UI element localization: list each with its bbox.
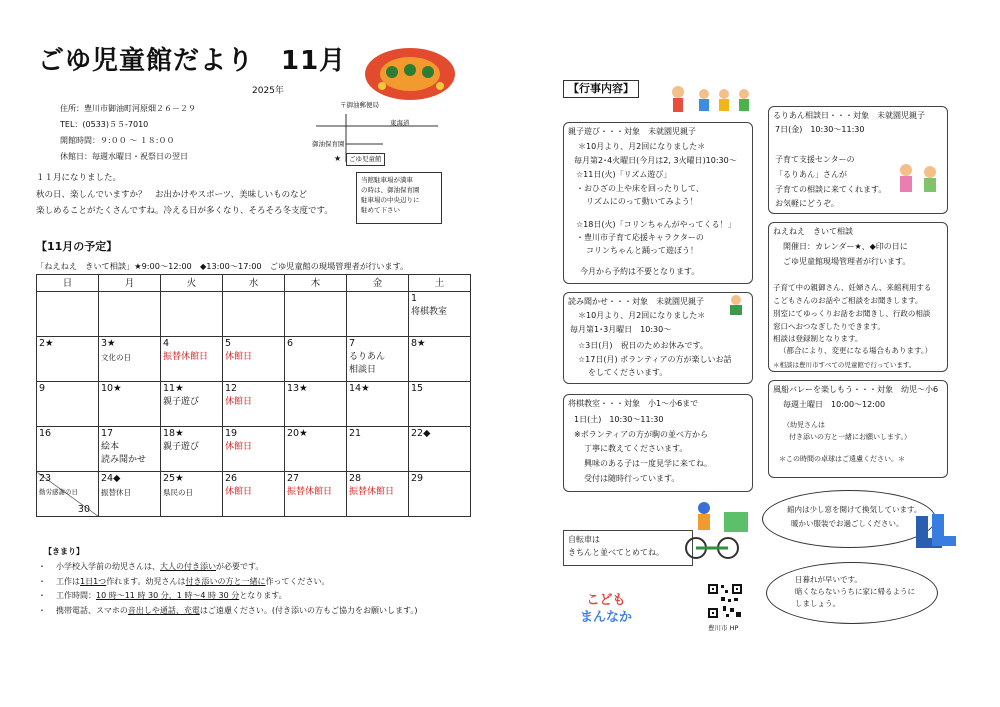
calendar-week	[37, 292, 471, 337]
oyako-line: ＊10月より、月2回になりました＊	[578, 142, 706, 151]
calendar-day	[285, 427, 347, 472]
yomikikase-line: 毎月第1･3月曜日 10:30～	[570, 325, 672, 334]
calendar-d: 14★	[349, 383, 370, 394]
calendar-day	[161, 292, 223, 337]
oyako-asobi-box	[563, 122, 753, 284]
parking-note	[356, 172, 442, 224]
events-heading: 【行事内容】	[563, 80, 639, 98]
calendar-day	[223, 337, 285, 382]
parking-note-line: 駐車場の中央辺りに	[361, 196, 420, 204]
calendar-d: 26	[225, 473, 238, 484]
shogi-line: 受付は随時行っています。	[584, 474, 680, 483]
calendar-day	[347, 472, 409, 517]
map-post-office: 〒御油郵便局	[340, 101, 379, 109]
consultation-illustration	[896, 162, 942, 196]
calendar-day	[347, 292, 409, 337]
calendar-d: 5	[225, 338, 232, 349]
calendar-day	[99, 292, 161, 337]
rule-item: ・ 携帯電話、スマホの音出しや通話、充電はご遠慮ください。(付き添いの方もご協力をお願いします。)	[36, 604, 476, 619]
map-center: ごゆ児童館	[346, 153, 385, 166]
calendar-day	[285, 337, 347, 382]
calendar-d: 29	[411, 473, 424, 484]
oyako-title: 親子遊び・・・対象 未就園児親子	[568, 127, 696, 136]
yomikikase-title: 読み聞かせ・・・対象 未就園児親子	[568, 297, 704, 306]
shogi-box	[563, 394, 753, 492]
neenee-line: こどもさんのお話やご相談をお聞きします。	[773, 296, 923, 305]
shogi-line: 興味のある子は一度見学に来てね。	[584, 459, 712, 468]
neenee-line: ごゆ児童館現場管理者が行います。	[783, 257, 911, 266]
calendar-s: 勤労感謝の日	[39, 488, 78, 496]
calendar-day	[223, 382, 285, 427]
calendar-x: 30	[77, 504, 90, 515]
oyako-line: 毎月第2･4火曜日(今月は2, 3火曜日)10:30～	[574, 156, 737, 165]
calendar-week	[37, 382, 471, 427]
balloon-line: ＊この時間の卓球はご遠慮ください。＊	[779, 455, 905, 463]
neenee-line: （都合により、変更になる場合もあります。）	[779, 346, 933, 355]
calendar-day	[161, 472, 223, 517]
calendar-e: 親子遊び	[163, 442, 200, 452]
neenee-line: 子育て中の親御さん、妊婦さん、来館利用する	[773, 283, 932, 292]
sunset-line: しましょう。	[795, 599, 840, 608]
neenee-line: 開催日：カレンダー★、◆印の日に	[783, 242, 908, 251]
oyako-line: リズムにのって動いてみよう！	[586, 197, 698, 206]
sunset-bubble	[766, 562, 938, 624]
yomikikase-line: ＊10月より、月2回になりました＊	[578, 311, 706, 320]
balloon-line: （幼児さんは	[783, 421, 825, 429]
calendar-d: 22◆	[411, 428, 431, 439]
parking-note-line: の時は、御油保育園	[361, 186, 420, 194]
yomikikase-line: ☆3日(月) 祝日のためお休みです。	[578, 341, 708, 350]
calendar-day	[161, 382, 223, 427]
balloon-volleyball-box	[768, 380, 948, 478]
address-block	[60, 101, 196, 165]
calendar-r: 振替休館日	[287, 487, 333, 497]
sunset-line: 暗くならないうちに家に帰るように	[795, 587, 915, 596]
calendar-d: 6	[287, 338, 294, 349]
calendar-d: 18★	[163, 428, 184, 439]
rule-item: ・ 小学校入学前の幼児さんは、大人の付き添いが必要です。	[36, 560, 476, 575]
closed-days: 休館日：毎週水曜日・祝祭日の翌日	[60, 152, 188, 161]
calendar-d: 16	[39, 428, 52, 439]
calendar-r: 休館日	[225, 442, 253, 452]
page-title: ごゆ児童館だより 11月	[38, 46, 347, 76]
rules-list	[36, 560, 476, 618]
qr-label: 豊川市 HP	[708, 624, 739, 632]
calendar-weekday: 火	[161, 275, 223, 292]
neenee-line: 窓口へおつなぎしたりできます。	[773, 322, 885, 331]
calendar-e: 親子遊び	[163, 397, 200, 407]
calendar-weekday: 水	[223, 275, 285, 292]
schedule-note: 「ねえねえ きいて相談」★9:00～12:00 ◆13:00～17:00 ごゆ児童館の現場管理者が行います。	[36, 261, 409, 271]
bicycle-note	[563, 530, 693, 566]
calendar-week	[37, 337, 471, 382]
neenee-title: ねえねえ きいて相談	[773, 227, 853, 236]
rule-item: ・ 工作は1日1つ作れます。幼児さんは付き添いの方と一緒に作ってください。	[36, 575, 476, 590]
calendar-d: 3★	[101, 338, 116, 349]
parking-note-line: 駐めて下さい	[361, 206, 400, 214]
calendar-day	[347, 382, 409, 427]
calendar-d: 28	[349, 473, 362, 484]
neenee-box	[768, 222, 948, 372]
ruriann-line: 子育て支援センターの	[775, 155, 855, 164]
ventilation-line: 館内は少し窓を開けて換気しています。	[787, 505, 922, 514]
calendar-d: 15	[411, 383, 424, 394]
qr-code-icon[interactable]	[706, 582, 744, 620]
sunset-line: 日暮れが早いです。	[795, 575, 862, 584]
rules-heading: 【きまり】	[44, 547, 84, 556]
calendar-r: 休館日	[225, 397, 253, 407]
year-label: 2025年	[252, 86, 284, 96]
storytelling-illustration	[722, 292, 750, 320]
calendar-day	[161, 427, 223, 472]
calendar-s: 文化の日	[101, 353, 131, 362]
map-nursery: 御油保育園	[312, 140, 345, 148]
oyako-line: 今月から予約は不要となります。	[580, 267, 700, 276]
calendar-d: 1	[411, 293, 418, 304]
greeting	[36, 170, 333, 220]
calendar-r: 振替休館日	[349, 487, 395, 497]
ruriann-line: お気軽にどうぞ。	[775, 199, 839, 208]
calendar-day	[409, 337, 471, 382]
map-road: 東海道	[390, 119, 410, 127]
calendar-day	[223, 427, 285, 472]
calendar-s: 振替休日	[101, 488, 131, 497]
greeting-line: １１月になりました。	[36, 173, 122, 183]
calendar-day	[409, 382, 471, 427]
calendar-d: 7	[349, 338, 356, 349]
balloon-line: 付き添いの方と一緒にお願いします。）	[789, 433, 911, 441]
children-illustration	[668, 82, 756, 122]
calendar-d: 17	[101, 428, 114, 439]
calendar-week	[37, 427, 471, 472]
calendar-day	[285, 382, 347, 427]
opening-hours: 開館時間：９:００ ～ １８:００	[60, 136, 175, 145]
calendar-day	[409, 292, 471, 337]
shogi-line: 丁寧に教えてくださいます。	[584, 444, 688, 453]
ruriann-title: るりあん相談日・・・対象 未就園児親子	[773, 111, 925, 120]
calendar-day	[99, 472, 161, 517]
calendar-day	[347, 337, 409, 382]
calendar-weekday: 月	[99, 275, 161, 292]
address: 住所：豊川市御油町河原畑２６－２９	[60, 104, 196, 113]
greeting-line: 楽しめることがたくさんですね。冷える日が多くなり、そろそろ冬支度です。	[36, 206, 333, 216]
calendar-e: るりあん	[349, 352, 386, 362]
bicycle-note-line: きちんと並べてとめてね。	[568, 548, 664, 557]
bicycle-illustration	[684, 500, 752, 562]
logo-line: こども	[586, 593, 626, 608]
shogi-title: 将棋教室・・・対象 小1～小6まで	[568, 399, 699, 408]
calendar-day	[409, 472, 471, 517]
yomikikase-line: ☆17日(月) ボランティアの方が楽しいお話	[578, 355, 732, 364]
yomikikase-line: をしてくださいます。	[588, 368, 668, 377]
ruriann-box	[768, 106, 948, 214]
oyako-line: コリンちゃんと踊って遊ぼう！	[586, 246, 698, 255]
calendar-weekday: 木	[285, 275, 347, 292]
calendar-d: 25★	[163, 473, 184, 484]
calendar-d: 10★	[101, 383, 122, 394]
calendar-d: 12	[225, 383, 238, 394]
calendar-d: 23	[39, 473, 52, 484]
shogi-line: ※ボランティアの方が駒の並べ方から	[574, 430, 709, 439]
neenee-line: ＊相談は豊川市すべての児童館で行っています。	[773, 361, 916, 369]
calendar-day	[347, 427, 409, 472]
balloon-title: 風船バレーを楽しもう・・・対象 幼児～小6	[773, 385, 939, 394]
calendar-day	[285, 292, 347, 337]
calendar-d: 21	[349, 428, 362, 439]
calendar-e2: 読み聞かせ	[101, 455, 147, 465]
calendar-d: 11★	[163, 383, 184, 394]
greeting-line: 秋の日、楽しんでいますか？ お出かけやスポーツ、美味しいものなど	[36, 189, 308, 200]
calendar-r: 振替休館日	[163, 352, 209, 362]
calendar-day	[37, 382, 99, 427]
calendar-day	[223, 472, 285, 517]
calendar-d: 13★	[287, 383, 308, 394]
calendar-day	[161, 337, 223, 382]
calendar-day	[285, 472, 347, 517]
calendar-weekday: 土	[409, 275, 471, 292]
neenee-line: 相談は登録制となります。	[773, 334, 863, 343]
calendar-day	[99, 337, 161, 382]
calendar-day	[37, 472, 99, 517]
calendar-d: 9	[39, 383, 46, 394]
calendar-r: 休館日	[225, 352, 253, 362]
calendar-d: 4	[163, 338, 170, 349]
kodomo-mannaka-logo	[580, 592, 632, 626]
calendar-day	[409, 427, 471, 472]
calendar-weekday: 日	[37, 275, 99, 292]
calendar-day	[99, 427, 161, 472]
neenee-line: 別室にてゆっくりお話をお聞きし、行政の相談	[773, 309, 931, 318]
calendar-day	[223, 292, 285, 337]
calendar-d: 2★	[39, 338, 54, 349]
oyako-line: ☆11日(火)「リズム遊び」	[576, 170, 672, 179]
balloon-line: 毎週土曜日 10:00～12:00	[783, 400, 886, 409]
bicycle-note-line: 自転車は	[568, 535, 600, 544]
autumn-leaves-illustration	[362, 42, 460, 102]
oyako-line: ☆18日(火)「コリンちゃんがやってくる！」	[576, 220, 736, 229]
calendar-week	[37, 472, 471, 517]
calendar-e: 将棋教室	[411, 307, 448, 317]
map-star-icon: ★	[334, 154, 342, 163]
telephone: TEL：(0533)５５-7010	[60, 120, 149, 129]
ruriann-line: 子育ての相談に来てくれます。	[775, 185, 887, 194]
calendar-r: 休館日	[225, 487, 253, 497]
calendar-day	[37, 337, 99, 382]
calendar-s: 県民の日	[163, 488, 193, 497]
rule-item: ・ 工作時間：10 時～11 時 30 分，1 時～4 時 30 分となります。	[36, 589, 476, 604]
calendar-day	[37, 427, 99, 472]
oyako-line: ・おひざの上や床を回ったりして、	[576, 184, 704, 193]
calendar-d: 27	[287, 473, 300, 484]
parking-note-line: 当館駐車場が満車	[361, 176, 413, 184]
calendar-day	[99, 382, 161, 427]
calendar	[36, 274, 471, 517]
ruriann-line: 7日(金) 10:30～11:30	[775, 125, 865, 134]
calendar-d: 20★	[287, 428, 308, 439]
calendar-e: 絵本	[101, 442, 120, 452]
logo-line: まんなか	[580, 610, 633, 625]
boots-illustration	[910, 512, 958, 554]
calendar-d: 24◆	[101, 473, 121, 484]
calendar-e2: 相談日	[349, 365, 377, 375]
calendar-day	[37, 292, 99, 337]
ventilation-line: 暖かい服装でお過ごしください。	[791, 519, 904, 528]
oyako-line: ・豊川市子育て応援キャラクターの	[576, 233, 704, 242]
calendar-d: 8★	[411, 338, 426, 349]
schedule-heading: 【11月の予定】	[36, 240, 118, 253]
ruriann-line: 「るりあん」さんが	[775, 170, 847, 179]
calendar-weekday: 金	[347, 275, 409, 292]
shogi-line: 1日(土) 10:30～11:30	[574, 415, 664, 424]
calendar-d: 19	[225, 428, 238, 439]
